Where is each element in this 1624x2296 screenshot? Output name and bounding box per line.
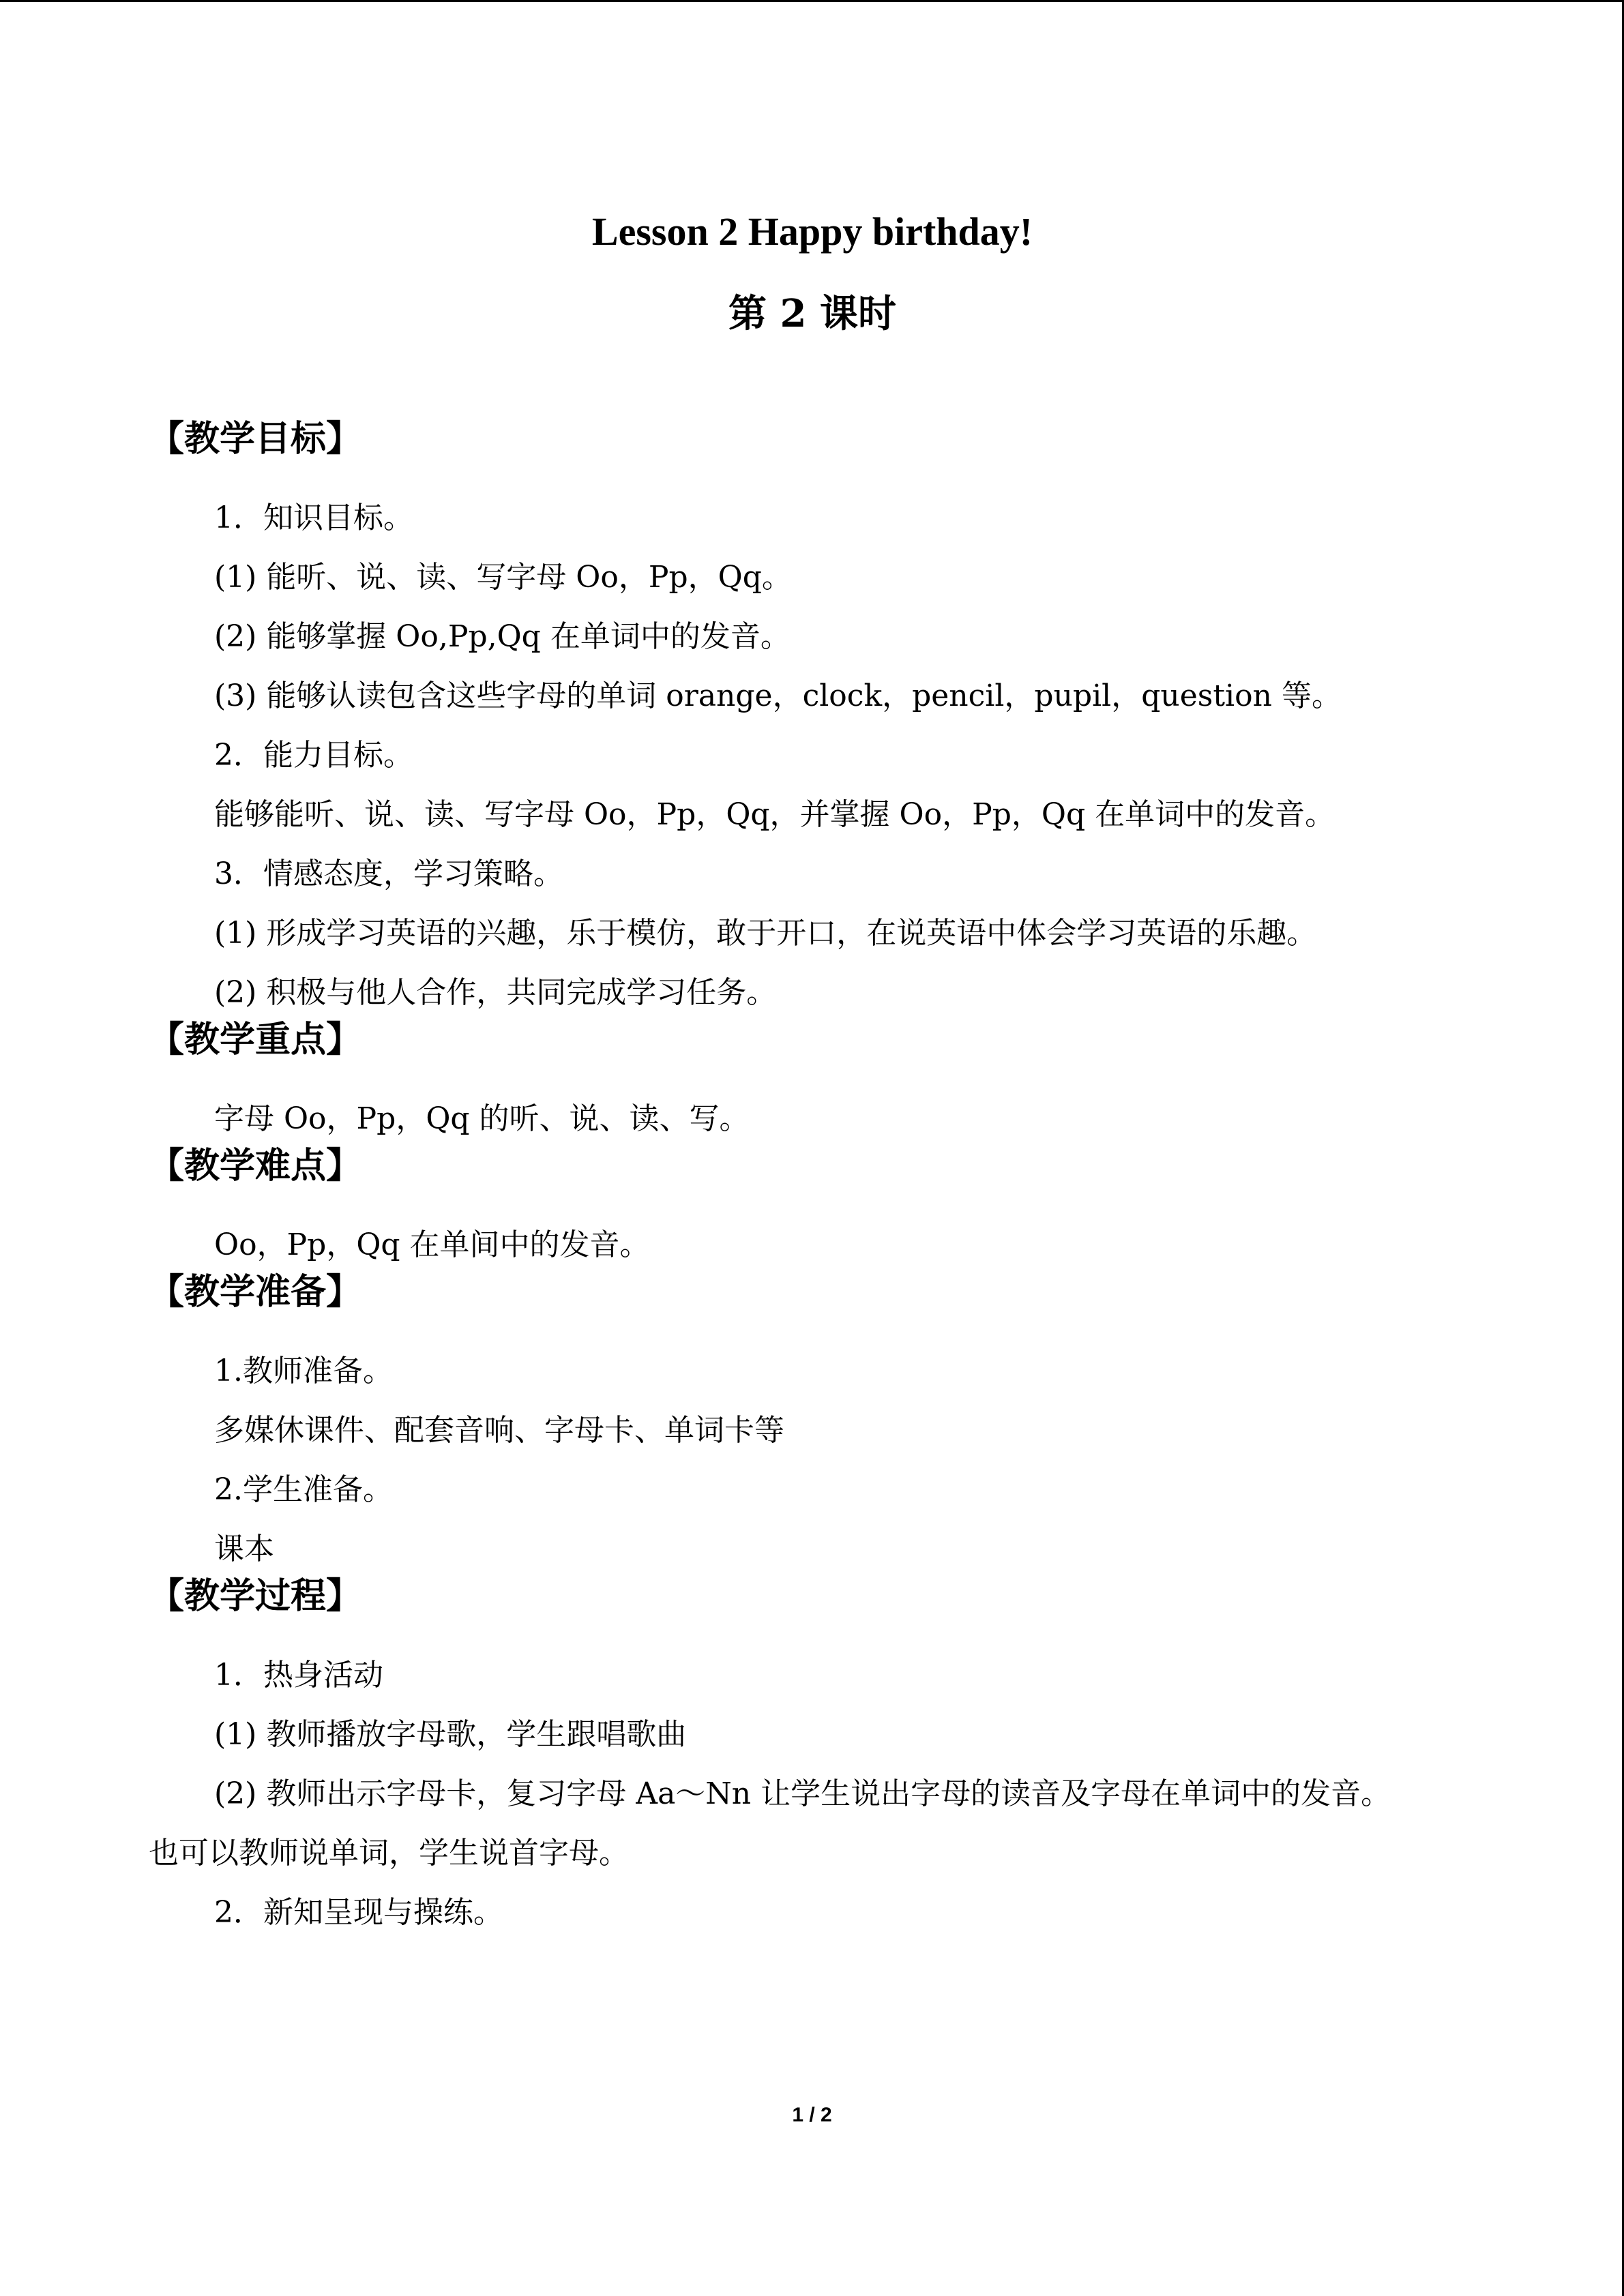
section-key-points	[149, 1013, 1476, 1148]
section-difficulties	[149, 1139, 1476, 1274]
section-objectives	[149, 412, 1476, 1022]
paragraph-line: (2) 积极与他人合作，共同完成学习任务。	[214, 975, 777, 1010]
paragraph-line: (1) 教师播放字母歌，学生跟唱歌曲	[214, 1717, 687, 1752]
paragraph-line: 1．热身活动	[214, 1658, 383, 1693]
paragraph-line: 能够能听、说、读、写字母 Oo，Pp，Qq，并掌握 Oo，Pp，Qq 在单词中的发音。	[214, 797, 1335, 832]
paragraph-line: 1．知识目标。	[214, 501, 413, 535]
paragraph-line: 课本	[214, 1532, 274, 1566]
paragraph-line: Oo，Pp，Qq 在单间中的发音。	[214, 1227, 650, 1262]
paragraph-line: (2) 教师出示字母卡，复习字母 Aa～Nn 让学生说出字母的读音及字母在单词中的发音。	[214, 1776, 1391, 1811]
document-body	[149, 205, 1476, 1942]
paragraph-line: 2．能力目标。	[214, 738, 413, 773]
paragraph-line: 多媒休课件、配套音响、字母卡、单词卡等	[214, 1413, 784, 1448]
document-subtitle: 第 2 课时	[728, 291, 896, 336]
section-heading: 【教学目标】	[149, 418, 362, 460]
paragraph-line: (3) 能够认读包含这些字母的单词 orange，clock，pencil，pupil，question 等。	[214, 679, 1342, 713]
paragraph-line: (1) 形成学习英语的兴趣，乐于模仿，敢于开口，在说英语中体会学习英语的乐趣。	[214, 916, 1317, 951]
section-process	[149, 1569, 1476, 1942]
paragraph-line: (1) 能听、说、读、写字母 Oo，Pp，Qq。	[214, 560, 792, 595]
section-preparation	[149, 1265, 1476, 1579]
paragraph-line: 也可以教师说单词，学生说首字母。	[149, 1836, 629, 1870]
paragraph-line: 2．新知呈现与操练。	[214, 1895, 503, 1930]
paragraph-line: 字母 Oo，Pp，Qq 的听、说、读、写。	[214, 1101, 750, 1136]
paragraph-line: 1.教师准备。	[214, 1354, 393, 1388]
section-heading: 【教学过程】	[149, 1575, 362, 1617]
section-heading: 【教学准备】	[149, 1271, 362, 1313]
paragraph-line: 3．情感态度，学习策略。	[214, 856, 563, 891]
document-title: Lesson 2 Happy birthday!	[591, 209, 1033, 254]
section-heading: 【教学重点】	[149, 1019, 362, 1060]
page-number: 1 / 2	[792, 2104, 832, 2126]
section-heading: 【教学难点】	[149, 1145, 362, 1187]
paragraph-line: (2) 能够掌握 Oo,Pp,Qq 在单词中的发音。	[214, 619, 791, 654]
paragraph-line: 2.学生准备。	[214, 1472, 393, 1507]
